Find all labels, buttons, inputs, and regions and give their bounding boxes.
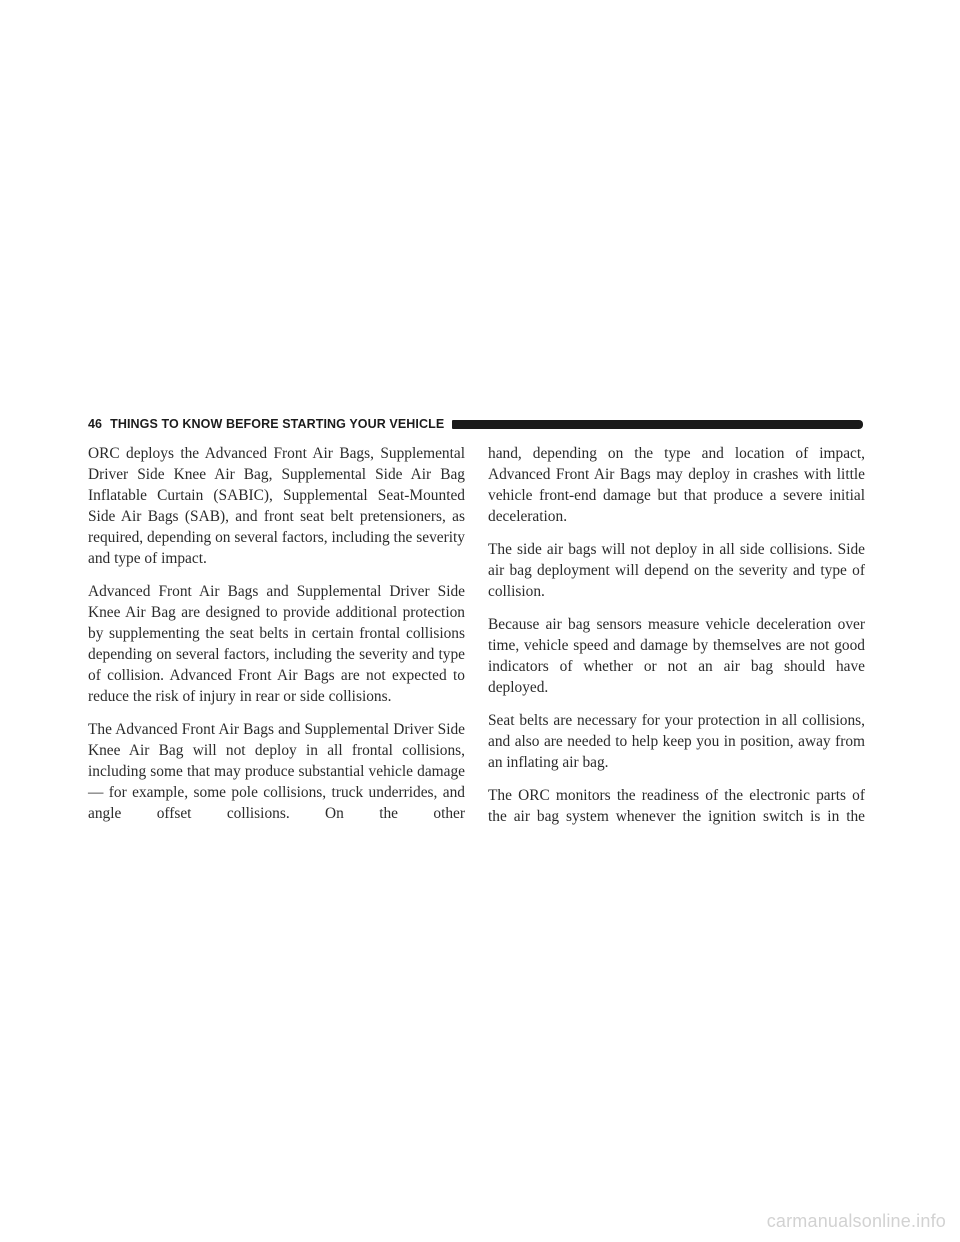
paragraph: Because air bag sensors measure vehicle deceleration over time, vehicle speed and damage by themselves are not good indicators of whether or not an air bag should have deployed.: [488, 616, 865, 696]
paragraph: Seat belts are necessary for your protection in all collisions, and also are needed to help keep you in position, away from an inflating air bag.: [488, 712, 865, 771]
paragraph: The Advanced Front Air Bags and Supplemental Driver Side Knee Air Bag will not deploy in all frontal collisions, including some that may produce substantial vehicle damage — for example, some pole collisions, truck underrides, and angle offset collisions. On the other: [88, 721, 465, 822]
header-rule: [452, 420, 863, 429]
paragraph: Advanced Front Air Bags and Supplemental Driver Side Knee Air Bag are designed to provide additional protection by supplementing the seat belts in certain frontal collisions depending on several factors, including the severity and type of collision. Advanced Front Air Bags are not expected to reduce the risk of injury in rear or side collisions.: [88, 583, 465, 705]
paragraph: ORC deploys the Advanced Front Air Bags, Supplemental Driver Side Knee Air Bag, Supplemental Side Air Bag Inflatable Curtain (SABIC), Supplemental Seat-Mounted Side Air Bags (SAB), and front seat belt pretensioners, as required, depending on several factors, including the severity and type of impact.: [88, 445, 465, 567]
watermark: carmanualsonline.info: [766, 1211, 946, 1231]
section-title: THINGS TO KNOW BEFORE STARTING YOUR VEHICLE: [110, 417, 445, 431]
paragraph: The side air bags will not deploy in all side collisions. Side air bag deployment will depend on the severity and type of collision.: [488, 541, 865, 600]
paragraph: The ORC monitors the readiness of the electronic parts of the air bag system whenever the ignition switch is in the: [488, 787, 865, 825]
left-column: [88, 443, 465, 836]
page-number: 46: [88, 417, 103, 431]
right-column: [488, 443, 865, 839]
page-header: [88, 416, 863, 432]
paragraph: hand, depending on the type and location of impact, Advanced Front Air Bags may deploy in crashes with little vehicle front-end damage but that produce a severe initial deceleration.: [488, 445, 865, 525]
